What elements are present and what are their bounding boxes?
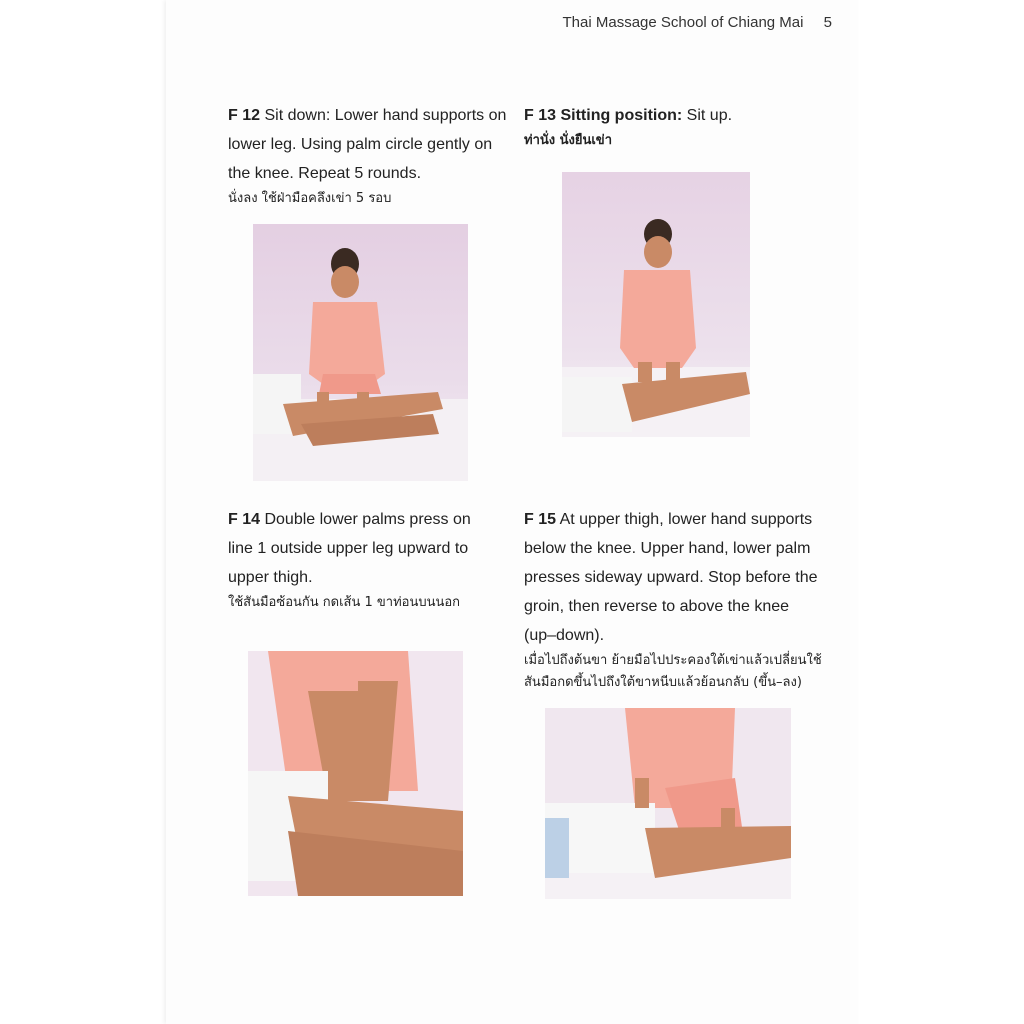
photo-f13 <box>562 172 750 437</box>
step-code: F 13 <box>524 107 557 124</box>
page-number: 5 <box>823 14 832 31</box>
step-f13 <box>524 101 824 152</box>
step-f15 <box>524 505 824 694</box>
step-f14 <box>228 505 496 614</box>
step-code: F 14 <box>228 511 261 528</box>
step-bold-text: Sitting position: <box>560 107 683 124</box>
step-text: At upper thigh, lower hand supports below the knee. Upper hand, lower palm presses sideway upward. Stop before the groin, then reverse to above the knee (up–down). <box>524 511 818 644</box>
step-thai: นั่งลง ใช้ฝ่ามือคลึงเข่า 5 รอบ <box>228 191 392 206</box>
step-text: Double lower palms press on line 1 outside upper leg upward to upper thigh. <box>228 511 471 586</box>
running-header <box>563 14 832 31</box>
photo-f15 <box>545 708 791 899</box>
header-title: Thai Massage School of Chiang Mai <box>562 14 804 31</box>
step-thai: ใช้สันมือซ้อนกัน กดเส้น 1 ขาท่อนบนนอก <box>228 595 461 610</box>
step-thai: ท่านั่ง นั่งยืนเข่า <box>524 133 612 148</box>
step-code: F 12 <box>228 107 261 124</box>
step-f12 <box>228 101 518 210</box>
photo-f12 <box>253 224 468 481</box>
step-text: Sit down: Lower hand supports on lower leg. Using palm circle gently on the knee. Repeat 5 rounds. <box>228 107 507 182</box>
photo-f14 <box>248 651 463 896</box>
step-code: F 15 <box>524 511 557 528</box>
book-page <box>166 0 858 1024</box>
step-thai: เมื่อไปถึงต้นขา ย้ายมือไปประคองใต้เข่าแล้วเปลี่ยนใช้สันมือกดขึ้นไปถึงใต้ขาหนีบแล้วย้อนกลับ (ขึ้น–ลง) <box>524 653 822 690</box>
step-text: Sit up. <box>686 107 733 124</box>
